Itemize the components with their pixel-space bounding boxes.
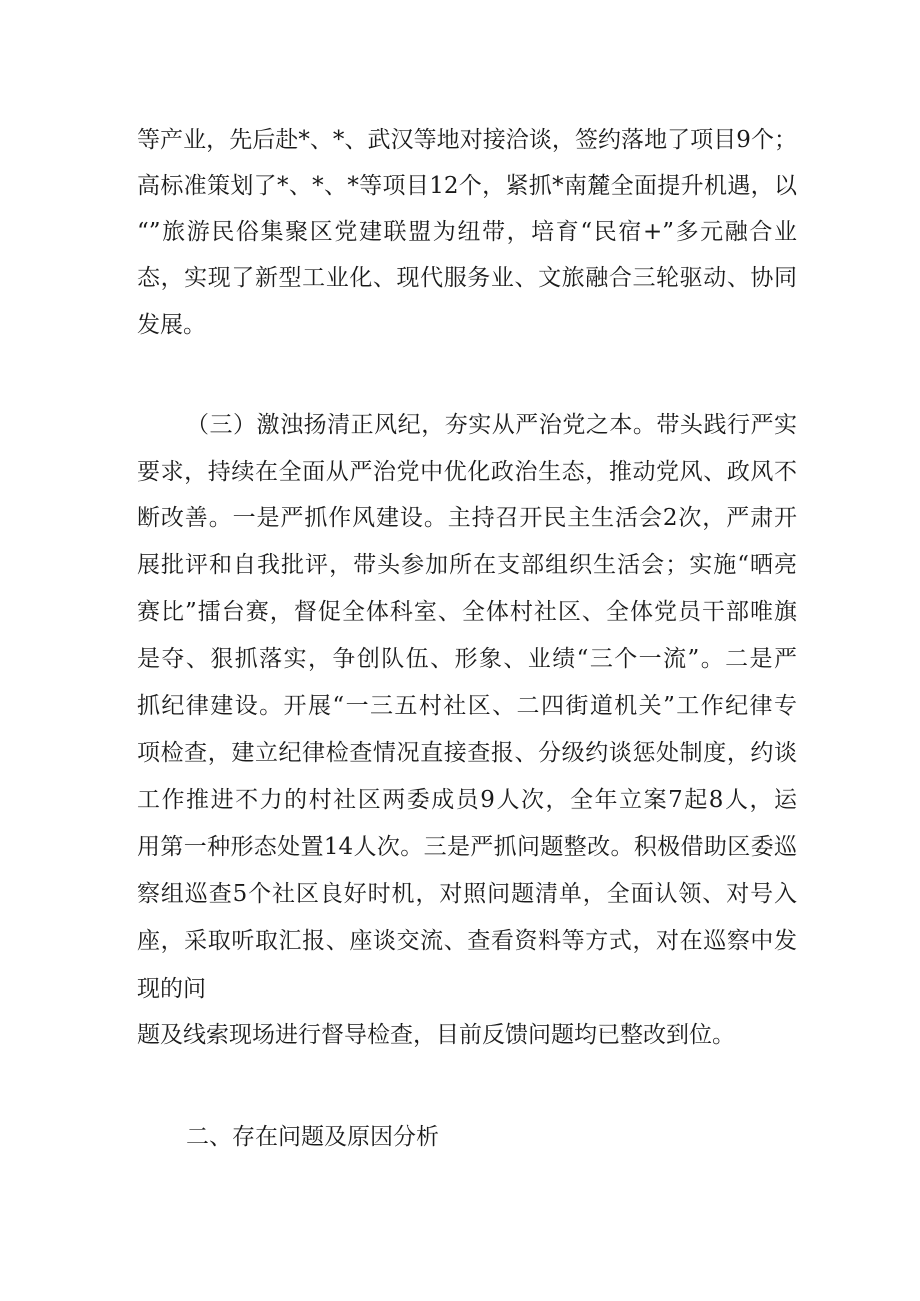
paragraph2-line-7: 抓纪律建设。开展“一三五村社区、二四街道机关”工作纪律专 [137,693,797,719]
paragraph1-line-4: 态，实现了新型工业化、现代服务业、文旅融合三轮驱动、协同 [137,265,797,291]
paragraph2-line-6: 是夺、狠抓落实，争创队伍、形象、业绩“三个一流”。二是严 [137,646,797,672]
paragraph2-line-13: 现的问 [137,976,206,1002]
paragraph2-line-9: 工作推进不力的村社区两委成员9人次，全年立案7起8人，运 [137,787,797,813]
paragraph2-line-5: 赛比”擂台赛，督促全体科室、全体村社区、全体党员干部唯旗 [137,599,797,625]
paragraph1-line-1: 等产业，先后赴*、*、武汉等地对接洽谈，签约落地了项目9个； [137,127,797,153]
paragraph2-line-12: 座，采取听取汇报、座谈交流、查看资料等方式，对在巡察中发 [137,928,797,954]
section-heading: 二、存在问题及原因分析 [186,1124,439,1150]
paragraph1-line-5: 发展。 [137,312,206,338]
paragraph2-line-14: 题及线索现场进行督导检查，目前反馈问题均已整改到位。 [137,1022,735,1048]
paragraph1-line-2: 高标准策划了*、*、*等项目12个，紧抓*南麓全面提升机遇，以 [137,173,797,199]
paragraph2-line-2: 要求，持续在全面从严治党中优化政治生态，推动党风、政风不 [137,459,797,485]
paragraph2-line-11: 察组巡查5个社区良好时机，对照问题清单，全面认领、对号入 [137,881,797,907]
paragraph2-line-1: （三）激浊扬清正风纪，夯实从严治党之本。带头践行严实 [186,412,797,438]
paragraph1-line-3: “”旅游民俗集聚区党建联盟为纽带，培育“民宿+”多元融合业 [137,219,797,245]
paragraph2-line-4: 展批评和自我批评，带头参加所在支部组织生活会；实施“晒亮 [137,552,797,578]
paragraph2-line-8: 项检查，建立纪律检查情况直接查报、分级约谈惩处制度，约谈 [137,740,797,766]
paragraph2-line-3: 断改善。一是严抓作风建设。主持召开民主生活会2次，严肃开 [137,505,797,531]
paragraph2-line-10: 用第一种形态处置14人次。三是严抓问题整改。积极借助区委巡 [137,834,797,860]
